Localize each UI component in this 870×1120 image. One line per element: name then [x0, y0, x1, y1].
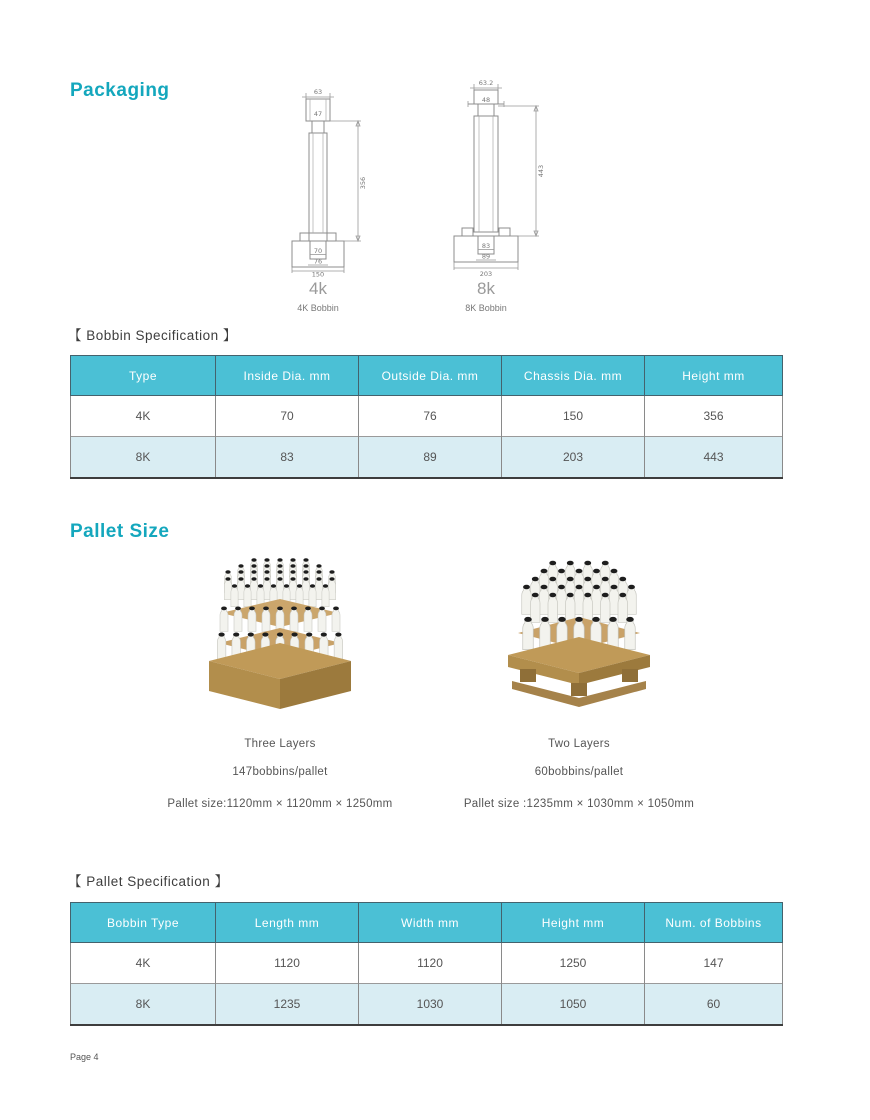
- cell: 147: [645, 943, 783, 984]
- column-header: Inside Dia. mm: [216, 356, 359, 396]
- cell: 1235: [216, 984, 359, 1026]
- bobbin-spec-table: [70, 355, 783, 479]
- cell: 443: [645, 437, 783, 479]
- bobbin-drawing-4k: [262, 87, 382, 282]
- bobbin-spec-heading: 【 Bobbin Specification 】: [68, 328, 237, 343]
- cell: 89: [359, 437, 502, 479]
- dim-4k-height: 356: [359, 176, 367, 190]
- dim-4k-outside-dia: 76: [313, 257, 323, 266]
- cell: 1050: [502, 984, 645, 1026]
- pallet-spec-heading: 【 Pallet Specification 】: [68, 874, 229, 889]
- table-row: [71, 437, 783, 479]
- cell: 83: [216, 437, 359, 479]
- cell: 150: [502, 396, 645, 437]
- column-header: Chassis Dia. mm: [502, 356, 645, 396]
- pallet-size-label: Pallet size :1235mm × 1030mm × 1050mm: [463, 798, 695, 810]
- pallet-spec-table: [70, 902, 783, 1026]
- packaging-heading: Packaging: [70, 80, 170, 101]
- cell: 60: [645, 984, 783, 1026]
- bobbin-drawing-8k: [424, 78, 554, 283]
- cell: 1120: [216, 943, 359, 984]
- pallet-spec-header-row: [71, 903, 783, 943]
- drawing-caption-4k: 4K Bobbin: [297, 303, 339, 313]
- pallet-size-heading: Pallet Size: [70, 521, 170, 542]
- cell: 356: [645, 396, 783, 437]
- column-header: Num. of Bobbins: [645, 903, 783, 943]
- cell: 76: [359, 396, 502, 437]
- cell: 8K: [71, 984, 216, 1026]
- cell: 8K: [71, 437, 216, 479]
- cell: 4K: [71, 396, 216, 437]
- column-header: Height mm: [502, 903, 645, 943]
- dim-8k-height: 443: [537, 164, 545, 178]
- drawing-label-4k: 4k: [309, 279, 327, 298]
- dim-4k-cap: 47: [313, 110, 323, 118]
- column-header: Length mm: [216, 903, 359, 943]
- layers-label: Three Layers: [244, 738, 316, 750]
- dim-8k-chassis: 203: [479, 270, 493, 278]
- bobbins-label: 147bobbins/pallet: [232, 766, 328, 778]
- dim-8k-cap: 48: [481, 96, 491, 104]
- bobbin-spec-header-row: [71, 356, 783, 396]
- cell: 1030: [359, 984, 502, 1026]
- dim-8k-inside-dia: 83: [481, 242, 491, 250]
- pallet-size-label: Pallet size:1120mm × 1120mm × 1250mm: [167, 798, 393, 810]
- layers-label: Two Layers: [548, 738, 610, 750]
- column-header: Bobbin Type: [71, 903, 216, 943]
- bobbins-label: 60bobbins/pallet: [534, 766, 624, 778]
- cell: 203: [502, 437, 645, 479]
- column-header: Height mm: [645, 356, 783, 396]
- pallet-image-two-layers: [494, 557, 664, 723]
- column-header: Outside Dia. mm: [359, 356, 502, 396]
- dim-8k-outside-dia: 89: [481, 252, 491, 261]
- dim-4k-chassis: 150: [311, 270, 325, 277]
- cell: 1250: [502, 943, 645, 984]
- table-row: [71, 943, 783, 984]
- cell: 1120: [359, 943, 502, 984]
- cell: 4K: [71, 943, 216, 984]
- drawing-label-8k: 8k: [477, 279, 495, 298]
- drawing-caption-8k: 8K Bobbin: [465, 303, 507, 313]
- column-header: Type: [71, 356, 216, 396]
- dim-4k-top-width: 63: [313, 88, 323, 96]
- dim-4k-inside-dia: 70: [313, 247, 323, 255]
- dim-8k-top-width: 63.2: [478, 79, 494, 87]
- page-number: Page 4: [70, 1052, 99, 1062]
- pallet-image-three-layers: [195, 557, 365, 723]
- cell: 70: [216, 396, 359, 437]
- table-row: [71, 396, 783, 437]
- table-row: [71, 984, 783, 1026]
- column-header: Width mm: [359, 903, 502, 943]
